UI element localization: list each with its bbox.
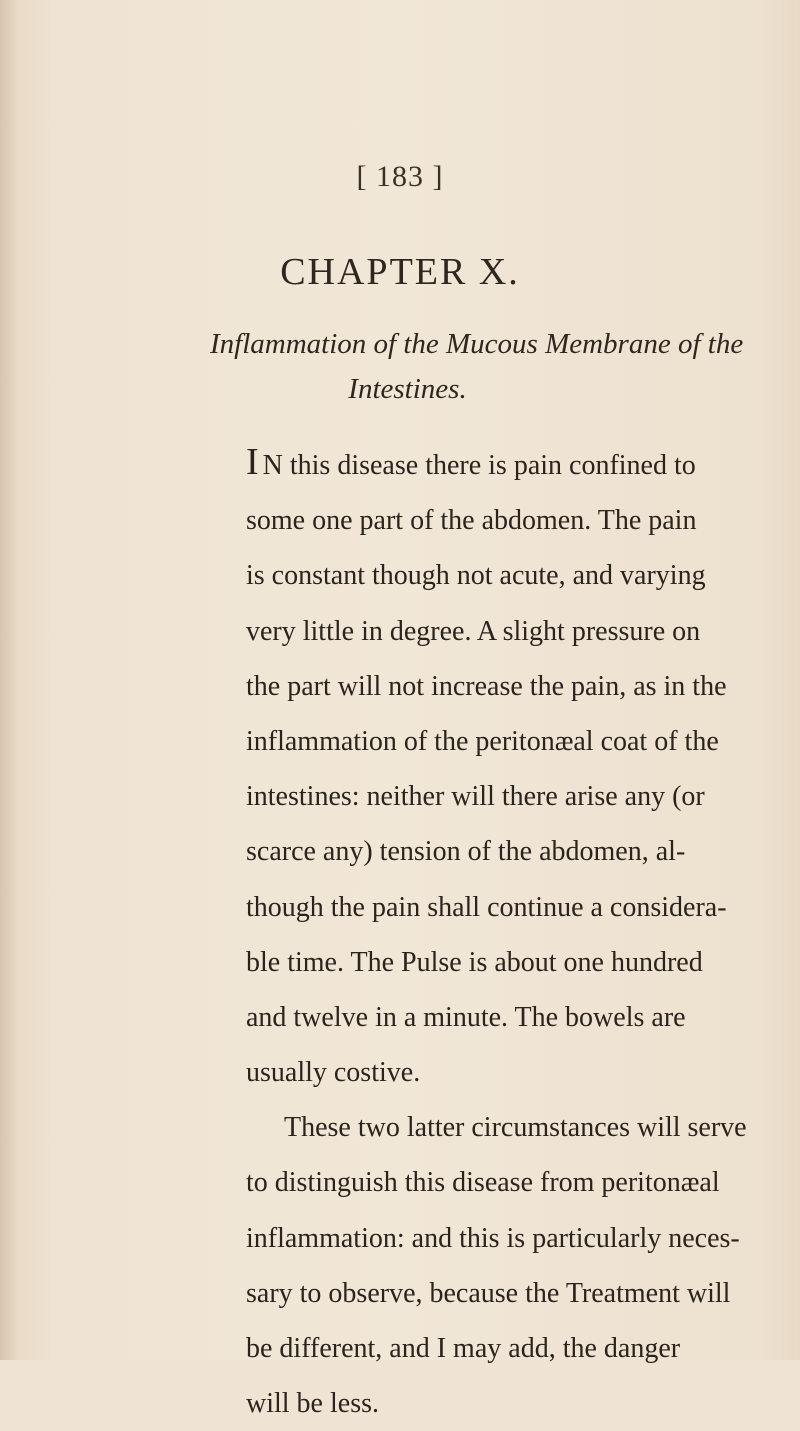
subtitle-line-1: Inflammation of the Mucous Membrane of the — [210, 328, 744, 360]
paragraph-1-line-4: very little in degree. A slight pressure on — [246, 615, 701, 647]
paragraph-2-line-6: will be less. — [246, 1388, 379, 1420]
subtitle-line-2: Intestines. — [348, 373, 467, 405]
paragraph-1-line-3: is constant though not acute, and varying — [246, 560, 706, 592]
paragraph-2-line-3: inflammation: and this is particularly neces- — [246, 1222, 740, 1254]
paragraph-1-line-6: inflammation of the peritonæal coat of the — [246, 725, 719, 757]
paragraph-1-line-9: though the pain shall continue a considera- — [246, 891, 727, 923]
paragraph-1-line-11: and twelve in a minute. The bowels are — [246, 1001, 686, 1033]
body-text — [246, 438, 747, 1431]
paragraph-1-line-7: intestines: neither will there arise any (or — [246, 781, 705, 813]
first-line-rest: N this disease there is pain confined to — [262, 450, 696, 481]
paragraph-2-line-5: be different, and I may add, the danger — [246, 1333, 681, 1364]
paragraph-1-line-12: usually costive. — [246, 1057, 421, 1089]
paragraph-1-line-2: some one part of the abdomen. The pain — [246, 505, 697, 537]
page-number: [ 183 ] — [356, 160, 444, 193]
paragraph-1-line-10: ble time. The Pulse is about one hundred — [246, 946, 703, 978]
paragraph-1-line-8: scarce any) tension of the abdomen, al- — [246, 836, 686, 868]
chapter-title: CHAPTER X. — [280, 251, 520, 293]
paragraph-1-line-5: the part will not increase the pain, as in the — [246, 670, 727, 702]
chapter-subtitle — [210, 322, 744, 412]
paragraph-2-line-1: These two latter circumstances will serve — [284, 1112, 747, 1144]
paragraph-1-line-1 — [246, 438, 696, 493]
paragraph-2-line-4: sary to observe, because the Treatment will — [246, 1277, 731, 1309]
paragraph-2-line-2: to distinguish this disease from peritonæal — [246, 1167, 720, 1199]
drop-cap: I — [246, 441, 259, 483]
page-gutter-shadow — [0, 0, 18, 1360]
